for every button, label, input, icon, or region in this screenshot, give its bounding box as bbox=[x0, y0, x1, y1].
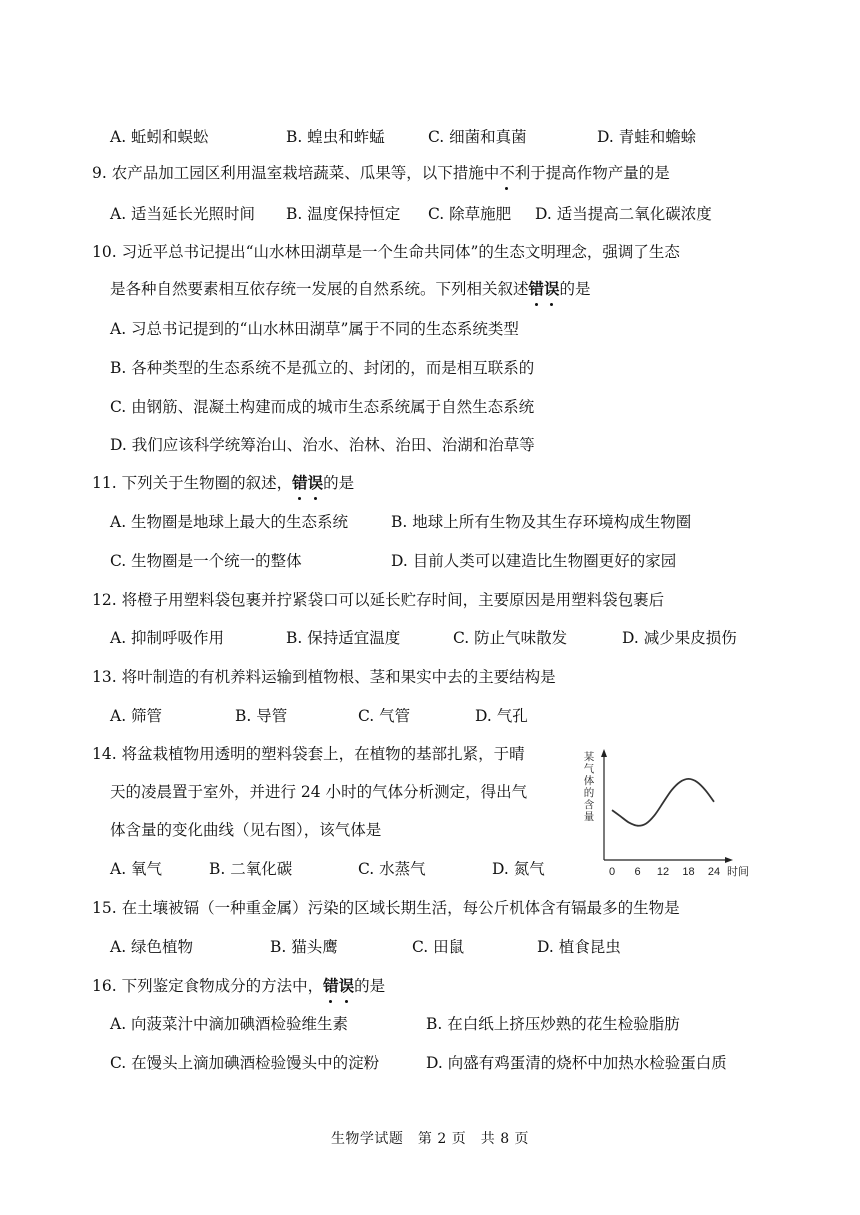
q13-option-b: B. 导管 bbox=[235, 707, 288, 725]
q13-option-c: C. 气管 bbox=[358, 707, 411, 725]
q8-option-d: D. 青蛙和蟾蜍 bbox=[597, 128, 697, 146]
q16-stem-pre: 16. 下列鉴定食物成分的方法中， bbox=[92, 977, 324, 995]
chart-x-tick-label: 24 bbox=[707, 866, 721, 878]
q12-option-b: B. 保持适宜温度 bbox=[286, 629, 401, 647]
q14-stem-line2: 天的凌晨置于室外，并进行 24 小时的气体分析测定，得出气 bbox=[110, 783, 528, 801]
q9-option-a: A. 适当延长光照时间 bbox=[110, 205, 256, 223]
q13-stem: 13. 将叶制造的有机养料运输到植物根、茎和果实中去的主要结构是 bbox=[92, 668, 556, 686]
q13-option-d: D. 气孔 bbox=[475, 707, 528, 725]
q14-option-c: C. 水蒸气 bbox=[358, 860, 426, 878]
q8-option-c: C. 细菌和真菌 bbox=[428, 128, 527, 146]
q16-option-c: C. 在馒头上滴加碘酒检验馒头中的淀粉 bbox=[110, 1054, 380, 1072]
q16-option-a: A. 向菠菜汁中滴加碘酒检验维生素 bbox=[110, 1015, 349, 1033]
q9-emphasis-char: 不 bbox=[499, 164, 515, 182]
q11-stem-post: 的是 bbox=[323, 474, 355, 492]
q11-stem-pre: 11. 下列关于生物圈的叙述， bbox=[92, 474, 293, 492]
q12-option-d: D. 减少果皮损伤 bbox=[622, 629, 737, 647]
q9-stem bbox=[92, 162, 670, 184]
q11-emphasis-char-1: 错 bbox=[292, 473, 308, 492]
q16-option-b: B. 在白纸上挤压炒熟的花生检验脂肪 bbox=[426, 1015, 680, 1033]
chart-x-tick-label: 18 bbox=[682, 866, 695, 878]
q11-option-a: A. 生物圈是地球上最大的生态系统 bbox=[110, 513, 349, 531]
q11-stem bbox=[92, 472, 354, 494]
chart-ylabel-char: 某 bbox=[583, 751, 595, 763]
q10-option-c: C. 由钢筋、混凝土构建而成的城市生态系统属于自然生态系统 bbox=[110, 398, 535, 416]
q15-option-c: C. 田鼠 bbox=[412, 938, 465, 956]
q11-option-c: C. 生物圈是一个统一的整体 bbox=[110, 552, 302, 570]
q16-stem-post: 的是 bbox=[354, 977, 386, 995]
q16-emphasis-char-1: 错 bbox=[323, 976, 339, 995]
q14-option-d: D. 氮气 bbox=[492, 860, 545, 878]
q10-stem-line2 bbox=[110, 278, 591, 300]
q15-option-d: D. 植食昆虫 bbox=[537, 938, 621, 956]
q11-option-b: B. 地球上所有生物及其生存环境构成生物圈 bbox=[391, 513, 692, 531]
q8-option-b: B. 蝗虫和蚱蜢 bbox=[286, 128, 385, 146]
gas-content-chart bbox=[578, 748, 753, 878]
q10-option-b: B. 各种类型的生态系统不是孤立的、封闭的，而是相互联系的 bbox=[110, 359, 535, 377]
chart-y-axis-arrow bbox=[601, 749, 607, 757]
q16-emphasis-char-2: 误 bbox=[338, 976, 355, 995]
q16-stem bbox=[92, 975, 385, 997]
chart-ylabel-char: 气 bbox=[583, 763, 595, 775]
q14-stem-line1: 14. 将盆栽植物用透明的塑料袋套上，在植物的基部扎紧，于晴 bbox=[92, 745, 525, 763]
q9-option-d: D. 适当提高二氧化碳浓度 bbox=[535, 205, 712, 223]
chart-x-tick-label: 0 bbox=[608, 866, 616, 878]
q9-stem-post: 利于提高作物产量的是 bbox=[514, 164, 670, 182]
q10-emphasis-char-2: 误 bbox=[544, 279, 560, 298]
chart-ylabel-char: 体 bbox=[583, 775, 595, 787]
q10-stem-pre: 是各种自然要素相互依存统一发展的自然系统。下列相关叙述 bbox=[110, 280, 529, 298]
chart-xlabel: 时间 bbox=[727, 866, 749, 878]
chart-ylabel-char: 含 bbox=[583, 799, 595, 811]
chart-ylabel-char: 的 bbox=[583, 787, 595, 799]
q9-stem-pre: 9. 农产品加工园区利用温室栽培蔬菜、瓜果等，以下措施中 bbox=[92, 164, 500, 182]
q14-stem-line3: 体含量的变化曲线（见右图），该气体是 bbox=[110, 821, 382, 839]
q9-option-b: B. 温度保持恒定 bbox=[286, 205, 401, 223]
chart-series-line bbox=[612, 779, 714, 826]
chart-x-tick-label: 12 bbox=[656, 866, 670, 878]
page-footer: 生物学试题 第 2 页 共 8 页 bbox=[330, 1131, 530, 1147]
q8-option-a: A. 蚯蚓和蜈蚣 bbox=[110, 128, 209, 146]
q10-option-a: A. 习总书记提到的“山水林田湖草”属于不同的生态系统类型 bbox=[110, 320, 519, 338]
q10-emphasis-char-1: 错 bbox=[528, 279, 545, 298]
q15-option-a: A. 绿色植物 bbox=[110, 938, 194, 956]
chart-ylabel bbox=[584, 750, 595, 823]
q10-stem-post: 的是 bbox=[559, 280, 591, 298]
chart-ylabel-char: 量 bbox=[583, 811, 595, 823]
q13-option-a: A. 筛管 bbox=[110, 707, 163, 725]
q10-stem-line1: 10. 习近平总书记提出“山水林田湖草是一个生命共同体”的生态文明理念，强调了生态 bbox=[92, 243, 680, 261]
q11-emphasis-char-2: 误 bbox=[307, 473, 324, 492]
q16-option-d: D. 向盛有鸡蛋清的烧杯中加热水检验蛋白质 bbox=[426, 1054, 727, 1072]
q12-option-c: C. 防止气味散发 bbox=[453, 629, 568, 647]
q14-option-b: B. 二氧化碳 bbox=[209, 860, 293, 878]
q10-option-d: D. 我们应该科学统筹治山、治水、治林、治田、治湖和治草等 bbox=[110, 436, 535, 454]
q12-stem: 12. 将橙子用塑料袋包裹并拧紧袋口可以延长贮存时间，主要原因是用塑料袋包裹后 bbox=[92, 591, 665, 609]
chart-x-tick-label: 6 bbox=[634, 866, 641, 878]
chart-x-axis-arrow bbox=[725, 857, 733, 863]
q9-option-c: C. 除草施肥 bbox=[428, 205, 512, 223]
q15-stem: 15. 在土壤被镉（一种重金属）污染的区域长期生活，每公斤机体含有镉最多的生物是 bbox=[92, 899, 680, 917]
q11-option-d: D. 目前人类可以建造比生物圈更好的家园 bbox=[391, 552, 677, 570]
q14-option-a: A. 氧气 bbox=[110, 860, 163, 878]
q12-option-a: A. 抑制呼吸作用 bbox=[110, 629, 225, 647]
q15-option-b: B. 猫头鹰 bbox=[270, 938, 338, 956]
